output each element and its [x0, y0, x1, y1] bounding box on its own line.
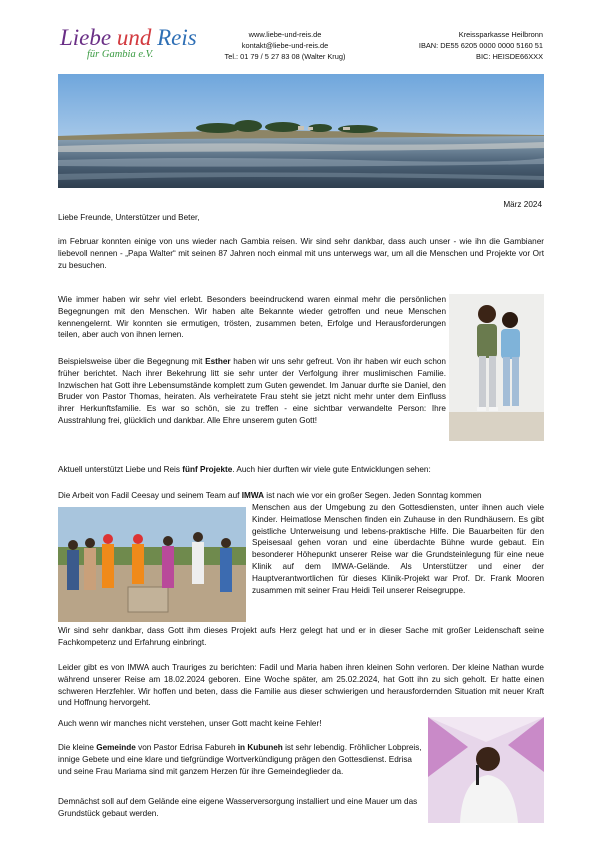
- groundbreaking-photo: [58, 507, 246, 622]
- greeting: Liebe Freunde, Unterstützer und Beter,: [58, 213, 200, 222]
- logo-word-reis: Reis: [157, 25, 197, 50]
- couple-photo: [449, 294, 544, 441]
- email-link[interactable]: kontakt@liebe-und-reis.de: [241, 41, 329, 50]
- iban: IBAN: DE55 6205 0000 0000 5160 51: [418, 41, 543, 50]
- paragraph-no-mistakes: Auch wenn wir manches nicht verstehen, unser Gott macht keine Fehler!: [58, 719, 322, 728]
- bank-block: [373, 29, 543, 62]
- paragraph-encounters: Wie immer haben wir sehr viel erlebt. Besonders beeindruckend waren einmal mehr die persönlichen Begegnungen mit den Menschen. Wir haben alte Bekannte wieder getroffen und neue Menschen kennengelernt. Wir konnten sie ermutigen, trösten, zusammen beten, Erfolge und Herausforderungen teilen, aber auch von ihnen lernen.: [58, 295, 446, 340]
- paragraph-water-supply: Demnächst soll auf dem Gelände eine eigene Wasserversorgung installiert und eine Mauer um das Grundstück gebaut werden.: [58, 797, 418, 818]
- phone-number: Tel.: 01 79 / 5 27 83 08 (Walter Krug): [224, 52, 346, 61]
- paragraph-frank-mooren: Wir sind sehr dankbar, dass Gott ihm dieses Projekt aufs Herz gelegt hat und er in dieser Sache mit großer Leidenschaft seine Fachkompetenz und Erfahrung einbringt.: [58, 626, 544, 647]
- letter-date: März 2024: [503, 200, 542, 209]
- name-esther: Esther: [205, 357, 231, 366]
- paragraph-nathan: Leider gibt es von IMWA auch Trauriges zu berichten: Fadil und Maria haben ihren kleinen Sohn verloren. Der kleine Nathan wurde während unserer Reise am 18.02.2024 geboren. Eine Woche später, am 25.02.2024, hat Gott ihn zu sich geholt. Er hatte einen schweren Herzfehler. Wir hoffen und beten, dass die Familie aus dieser schwierigen und herausfordernden Situation mit neuer Kraft und Hoffnung hervorgeht.: [58, 663, 544, 708]
- logo: [60, 25, 197, 66]
- paragraph-esther: Beispielsweise über die Begegnung mit Esther haben wir uns sehr gefreut. Von ihr haben wir euch schon früher berichtet. Nach ihrer Bekehrung litt sie sehr unter der Verfolgung ihrer muslimischen Familie. Inzwischen hat Gott ihre Lebensumstände komplett zum Guten gewendet. Im Januar durfte sie Daniel, den Bruder von Pastor Thomas, heiraten. Als verheiratete Frau steht sie jetzt nicht mehr unter dem Einfluss ihrer Herkunftsfamilie. Es war so schön, sie zu treffen - eine sichtbar verwandelte Person: Ihre Ausstrahlung frei, glücklich und dankbar. Alle Ehre unserem guten Gott!: [58, 357, 446, 425]
- logo-subtitle: für Gambia e.V.: [87, 49, 154, 60]
- five-projects: fünf Projekte: [182, 465, 233, 474]
- logo-word-liebe: Liebe: [60, 25, 112, 50]
- paragraph-projects: Aktuell unterstützt Liebe und Reis fünf Projekte. Auch hier durften wir viele gute Entwicklungen sehen:: [58, 465, 431, 474]
- paragraph-travel: im Februar konnten einige von uns wieder nach Gambia reisen. Wir sind sehr dankbar, dass auch unser - wie ihn die Gambianer liebevoll nennen - „Papa Walter“ mit seinen 87 Jahren noch einmal mit uns unterwegs war, um all die Menschen und Projekte vor Ort zu besuchen.: [58, 237, 544, 270]
- bank-name: Kreissparkasse Heilbronn: [458, 30, 543, 39]
- paragraph-imwa: Menschen aus der Umgebung zu den Gottesdiensten, unter ihnen auch viele Kinder. Heimatlose Menschen finden ein Zuhause in den Rundhäusern. Es gibt geistliche Unterweisung und lebens-praktische Hilfe. Die Bauarbeiten für den Speisesaal gehen voran und eine überdachte Bühne wurde gebaut. Ein besonderer Höhepunkt unserer Reise war die Grundsteinlegung für eine neue Klinik auf dem IMWA-Gelände. Als Unterstützer und einer der Hauptverantwortlichen für dieses Klinik-Projekt war Prof. Dr. Frank Mooren zusammen mit seiner Frau Heidi Teil unserer Reisegruppe.: [252, 503, 544, 595]
- gemeinde: Gemeinde: [96, 743, 136, 752]
- pastor-photo: [428, 717, 544, 823]
- paragraph-imwa-intro: Die Arbeit von Fadil Ceesay und seinem Team auf IMWA ist nach wie vor ein großer Segen. Jeden Sonntag kommen: [58, 491, 482, 500]
- website-link[interactable]: www.liebe-und-reis.de: [248, 30, 322, 39]
- paragraph-kubuneh: Die kleine Gemeinde von Pastor Edrisa Fabureh in Kubuneh ist sehr lebendig. Fröhlicher Lobpreis, innige Gebete und eine klare und tiefgründige Wortverkündigung prägen den Gottesdienst. Edrisa und seine Frau Mariama sind mit ganzem Herzen für ihre Gemeindeglieder da.: [58, 743, 422, 776]
- beach-panorama-photo: [58, 74, 544, 188]
- contact-block: [200, 29, 370, 62]
- imwa-name: IMWA: [241, 491, 265, 500]
- logo-wordmark: [60, 26, 197, 50]
- bic: BIC: HEISDE66XXX: [476, 52, 543, 61]
- in-kubuneh: in Kubuneh: [237, 743, 283, 752]
- logo-word-und: und: [116, 25, 152, 50]
